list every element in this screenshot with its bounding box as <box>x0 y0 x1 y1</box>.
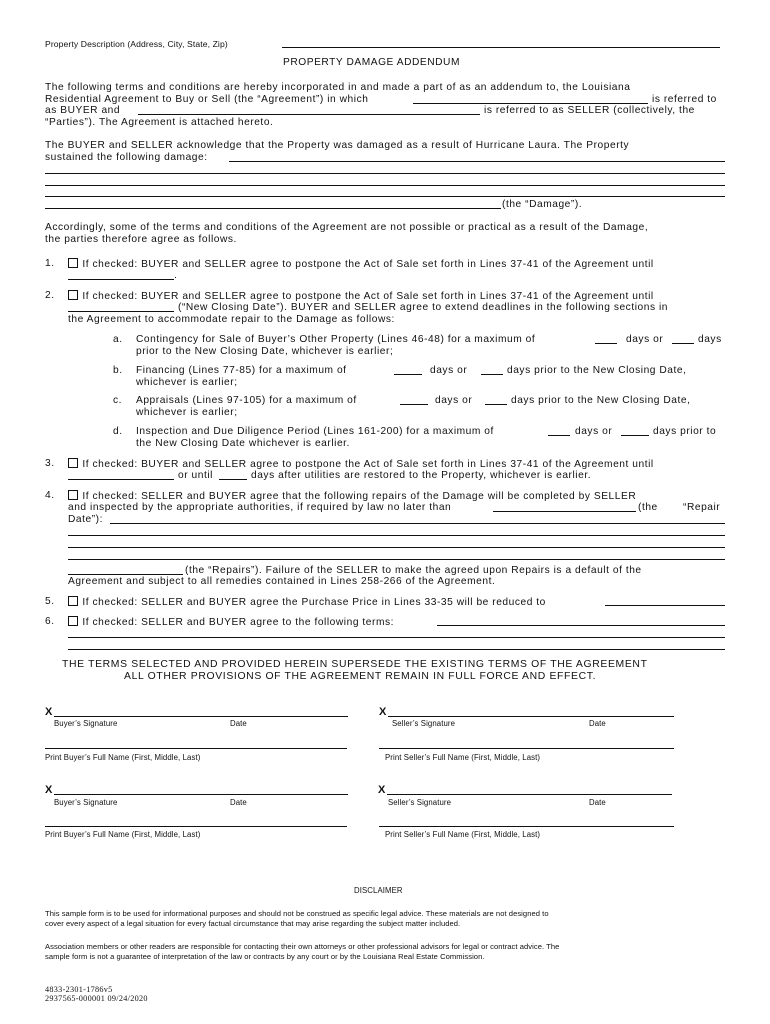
item-3-checkbox[interactable] <box>68 458 78 468</box>
item-3-date-field[interactable] <box>68 479 174 480</box>
buyer-name-field[interactable] <box>413 103 648 104</box>
item-2-line-3: the Agreement to accommodate repair to the Damage as follows: <box>68 314 395 325</box>
buyer-sign-x-2: X <box>45 784 53 796</box>
item-4-number: 4. <box>45 490 55 501</box>
other-terms-field-1[interactable] <box>437 625 725 626</box>
disclaimer-p1-line-1: This sample form is to be used for informational purposes and should not be construed as specific legal advice. These materials are not designed to <box>45 909 549 918</box>
item-3-number: 3. <box>45 458 55 469</box>
repairs-field-1[interactable] <box>110 523 725 524</box>
item-2b-days-prior: days prior to the New Closing Date, <box>507 365 687 376</box>
damage-line-2: sustained the following damage: <box>45 152 208 163</box>
buyer-signature-label-2: Buyer’s Signature <box>54 798 118 807</box>
damage-field-3[interactable] <box>45 185 725 186</box>
buyer-sign-x-1: X <box>45 706 53 718</box>
item-2d-line-1: Inspection and Due Diligence Period (Lines 161-200) for a maximum of <box>136 426 494 437</box>
supersede-line-2: ALL OTHER PROVISIONS OF THE AGREEMENT REMAIN IN FULL FORCE AND EFFECT. <box>124 671 597 682</box>
footer-code-1: 4833-2301-1786v5 <box>45 985 113 994</box>
repair-date-field[interactable] <box>493 511 636 512</box>
print-seller-label-1: Print Seller’s Full Name (First, Middle, Last) <box>385 753 541 762</box>
item-2a-days-field-2[interactable] <box>672 343 694 344</box>
seller-name-field[interactable] <box>138 114 480 115</box>
item-3-line-2: days after utilities are restored to the Property, whichever is earlier. <box>251 470 592 481</box>
item-1-period: . <box>174 270 178 281</box>
item-2a-letter: a. <box>113 334 123 345</box>
print-buyer-name-field-2[interactable] <box>45 826 347 827</box>
seller-date-label-2: Date <box>589 798 606 807</box>
purchase-price-field[interactable] <box>605 605 725 606</box>
item-2d-letter: d. <box>113 426 123 437</box>
item-6-checkbox[interactable] <box>68 616 78 626</box>
item-4-line-1: If checked: SELLER and BUYER agree that the following repairs of the Damage will be completed by SELLER <box>68 490 636 503</box>
item-2a-days-or: days or <box>626 334 664 345</box>
seller-signature-label-1: Seller’s Signature <box>392 719 456 728</box>
item-1-date-field[interactable] <box>68 279 174 280</box>
buyer-signature-field-2[interactable] <box>54 794 348 795</box>
item-2-line-1: If checked: BUYER and SELLER agree to postpone the Act of Sale set forth in Lines 37-41 of the Agreement until <box>68 290 654 303</box>
item-6-line-1: If checked: SELLER and BUYER agree to the following terms: <box>68 616 394 629</box>
item-2b-days-field-1[interactable] <box>394 374 422 375</box>
seller-sign-x-1: X <box>379 706 387 718</box>
item-2a-line-2: prior to the New Closing Date, whichever is earlier; <box>136 346 394 357</box>
page-title: PROPERTY DAMAGE ADDENDUM <box>283 57 460 68</box>
item-3-line-1: If checked: BUYER and SELLER agree to postpone the Act of Sale set forth in Lines 37-41 of the Agreement until <box>68 458 654 471</box>
item-5-number: 5. <box>45 596 55 607</box>
buyer-date-label-2: Date <box>230 798 247 807</box>
item-4-the: (the <box>638 502 658 513</box>
intro-line-4: “Parties”). The Agreement is attached hereto. <box>45 117 274 128</box>
item-2d-days-or: days or <box>575 426 613 437</box>
damage-field-5[interactable] <box>45 208 501 209</box>
item-1-number: 1. <box>45 258 55 269</box>
repairs-field-3[interactable] <box>68 547 725 548</box>
print-buyer-name-field-1[interactable] <box>45 748 347 749</box>
item-4-repair: “Repair <box>683 502 721 513</box>
item-4-line-6: (the “Repairs”). Failure of the SELLER to make the agreed upon Repairs is a default of the <box>185 565 642 576</box>
item-1-line-1: If checked: BUYER and SELLER agree to postpone the Act of Sale set forth in Lines 37-41 of the Agreement until <box>68 258 654 271</box>
item-2d-line-2: the New Closing Date whichever is earlier. <box>136 438 350 449</box>
item-2d-days-field-1[interactable] <box>548 435 570 436</box>
item-2-checkbox[interactable] <box>68 290 78 300</box>
damage-line-1: The BUYER and SELLER acknowledge that the Property was damaged as a result of Hurricane Laura. The Property <box>45 140 630 151</box>
item-2c-days-field-1[interactable] <box>400 404 428 405</box>
item-2d-days-field-2[interactable] <box>621 435 649 436</box>
item-5-line-1: If checked: SELLER and BUYER agree the Purchase Price in Lines 33-35 will be reduced to <box>68 596 546 609</box>
item-2c-days-field-2[interactable] <box>485 404 507 405</box>
footer-code-2: 2937565-000001 09/24/2020 <box>45 994 148 1003</box>
buyer-signature-label-1: Buyer’s Signature <box>54 719 118 728</box>
accordingly-line-1: Accordingly, some of the terms and conditions of the Agreement are not possible or practical as a result of the Damage, <box>45 222 649 233</box>
repairs-field-4[interactable] <box>68 559 725 560</box>
item-2b-days-or: days or <box>430 365 468 376</box>
print-buyer-label-2: Print Buyer’s Full Name (First, Middle, Last) <box>45 830 201 839</box>
print-seller-label-2: Print Seller’s Full Name (First, Middle, Last) <box>385 830 541 839</box>
item-6-number: 6. <box>45 616 55 627</box>
item-2b-days-field-2[interactable] <box>481 374 503 375</box>
item-4-line-3: Date”): <box>68 514 103 525</box>
item-4-checkbox[interactable] <box>68 490 78 500</box>
damage-end: (the “Damage”). <box>502 199 583 210</box>
intro-line-1: The following terms and conditions are hereby incorporated in and made a part of as an addendum to, the Louisiana <box>45 82 631 93</box>
repairs-field-5[interactable] <box>68 574 183 575</box>
item-2b-letter: b. <box>113 365 123 376</box>
item-4-line-7: Agreement and subject to all remedies contained in Lines 258-266 of the Agreement. <box>68 576 496 587</box>
item-2a-days-field-1[interactable] <box>595 343 617 344</box>
buyer-signature-field-1[interactable] <box>54 716 348 717</box>
intro-line-2: Residential Agreement to Buy or Sell (the “Agreement”) in which <box>45 94 369 105</box>
print-seller-name-field-1[interactable] <box>379 748 674 749</box>
intro-line-3: as BUYER and <box>45 105 121 116</box>
item-3-or-until: or until <box>178 470 213 481</box>
intro-line-2-end: is referred to <box>652 94 717 105</box>
item-2a-days: days <box>698 334 722 345</box>
item-1-checkbox[interactable] <box>68 258 78 268</box>
supersede-line-1: THE TERMS SELECTED AND PROVIDED HEREIN SUPERSEDE THE EXISTING TERMS OF THE AGREEMENT <box>62 659 648 670</box>
seller-signature-label-2: Seller’s Signature <box>388 798 452 807</box>
intro-line-3-end: is referred to as SELLER (collectively, the <box>484 105 695 116</box>
item-2b-line-2: whichever is earlier; <box>136 377 238 388</box>
disclaimer-p2-line-2: sample form is not a guarantee of interpretation of the law or contracts by any court or by the Louisiana Real Estate Commission. <box>45 952 485 961</box>
item-2-line-2: (“New Closing Date”). BUYER and SELLER agree to extend deadlines in the following sections in <box>178 302 669 313</box>
seller-date-label-1: Date <box>589 719 606 728</box>
repairs-field-2[interactable] <box>68 535 725 536</box>
item-3-days-field[interactable] <box>219 479 247 480</box>
item-2a-line-1: Contingency for Sale of Buyer’s Other Property (Lines 46-48) for a maximum of <box>136 334 536 345</box>
seller-signature-field-1[interactable] <box>388 716 674 717</box>
property-description-field[interactable] <box>282 47 720 48</box>
item-5-checkbox[interactable] <box>68 596 78 606</box>
damage-field-1[interactable] <box>229 161 725 162</box>
item-2-number: 2. <box>45 290 55 301</box>
other-terms-field-3[interactable] <box>68 649 725 650</box>
item-2c-days-prior: days prior to the New Closing Date, <box>511 395 691 406</box>
seller-signature-field-2[interactable] <box>387 794 672 795</box>
item-2c-days-or: days or <box>435 395 473 406</box>
accordingly-line-2: the parties therefore agree as follows. <box>45 234 237 245</box>
item-2c-letter: c. <box>113 395 123 406</box>
buyer-date-label-1: Date <box>230 719 247 728</box>
disclaimer-p2-line-1: Association members or other readers are responsible for contacting their own attorneys or other professional advisors for legal or contract advice. The <box>45 942 560 951</box>
item-2c-line-2: whichever is earlier; <box>136 407 238 418</box>
disclaimer-p1-line-2: cover every aspect of a legal situation for every factual circumstance that may arise regarding the subject matter included. <box>45 919 461 928</box>
disclaimer-title: DISCLAIMER <box>354 886 403 895</box>
item-4-line-2: and inspected by the appropriate authorities, if required by law no later than <box>68 502 452 513</box>
print-buyer-label-1: Print Buyer’s Full Name (First, Middle, Last) <box>45 753 201 762</box>
property-description-label: Property Description (Address, City, State, Zip) <box>45 39 228 49</box>
new-closing-date-field[interactable] <box>68 311 174 312</box>
item-2b-line-1: Financing (Lines 77-85) for a maximum of <box>136 365 347 376</box>
damage-field-2[interactable] <box>45 173 725 174</box>
item-2d-days-prior: days prior to <box>653 426 717 437</box>
print-seller-name-field-2[interactable] <box>379 826 674 827</box>
damage-field-4[interactable] <box>45 196 725 197</box>
item-2c-line-1: Appraisals (Lines 97-105) for a maximum of <box>136 395 357 406</box>
seller-sign-x-2: X <box>378 784 386 796</box>
other-terms-field-2[interactable] <box>68 637 725 638</box>
